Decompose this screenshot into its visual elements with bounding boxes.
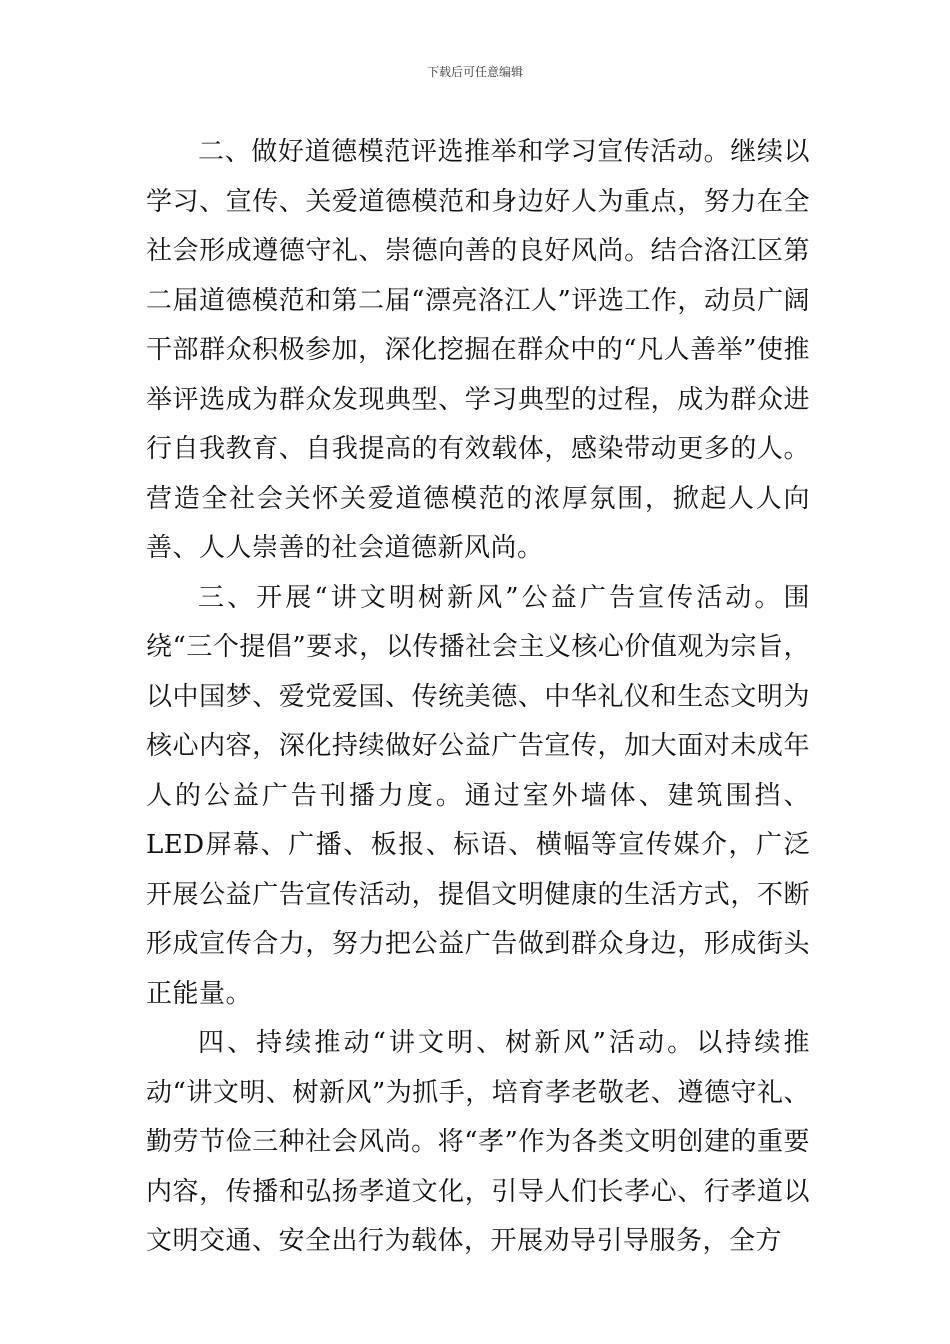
- paragraph-4-civilization-campaign: 四、持续推动“讲文明、树新风”活动。以持续推动“讲文明、树新风”为抓手，培育孝老敬老、遵德守礼、勤劳节俭三种社会风尚。将“孝”作为各类文明创建的重要内容，传播和弘扬孝道文化，引导人们长孝心、行孝道以文明交通、安全出行为载体，开展劝导引导服务，全方: [146, 1028, 810, 1256]
- page-header-note: 下载后可任意编辑: [426, 65, 523, 79]
- paragraph-2-moral-models: 二、做好道德模范评选推举和学习宣传活动。继续以学习、宣传、关爱道德模范和身边好人为重点，努力在全社会形成遵德守礼、崇德向善的良好风尚。结合洛江区第二届道德模范和第二届“漂亮洛江人”评选工作，动员广阔干部群众积极参加，深化挖掘在群众中的“凡人善举”使推举评选成为群众发现典型、学习典型的过程，成为群众进行自我教育、自我提高的有效载体，感染带动更多的人。营造全社会关怀关爱道德模范的浓厚氛围，掀起人人向善、人人崇善的社会道德新风尚。: [146, 137, 810, 563]
- document-body: [146, 128, 810, 1267]
- paragraph-3-public-ads: 三、开展“讲文明树新风”公益广告宣传活动。围绕“三个提倡”要求，以传播社会主义核心价值观为宗旨，以中国梦、爱党爱国、传统美德、中华礼仪和生态文明为核心内容，深化持续做好公益广告宣传，加大面对未成年人的公益广告刊播力度。通过室外墙体、建筑围挡、LED屏幕、广播、板报、标语、横幅等宣传媒介，广泛开展公益广告宣传活动，提倡文明健康的生活方式，不断形成宣传合力，努力把公益广告做到群众身边，形成街头正能量。: [146, 582, 810, 1009]
